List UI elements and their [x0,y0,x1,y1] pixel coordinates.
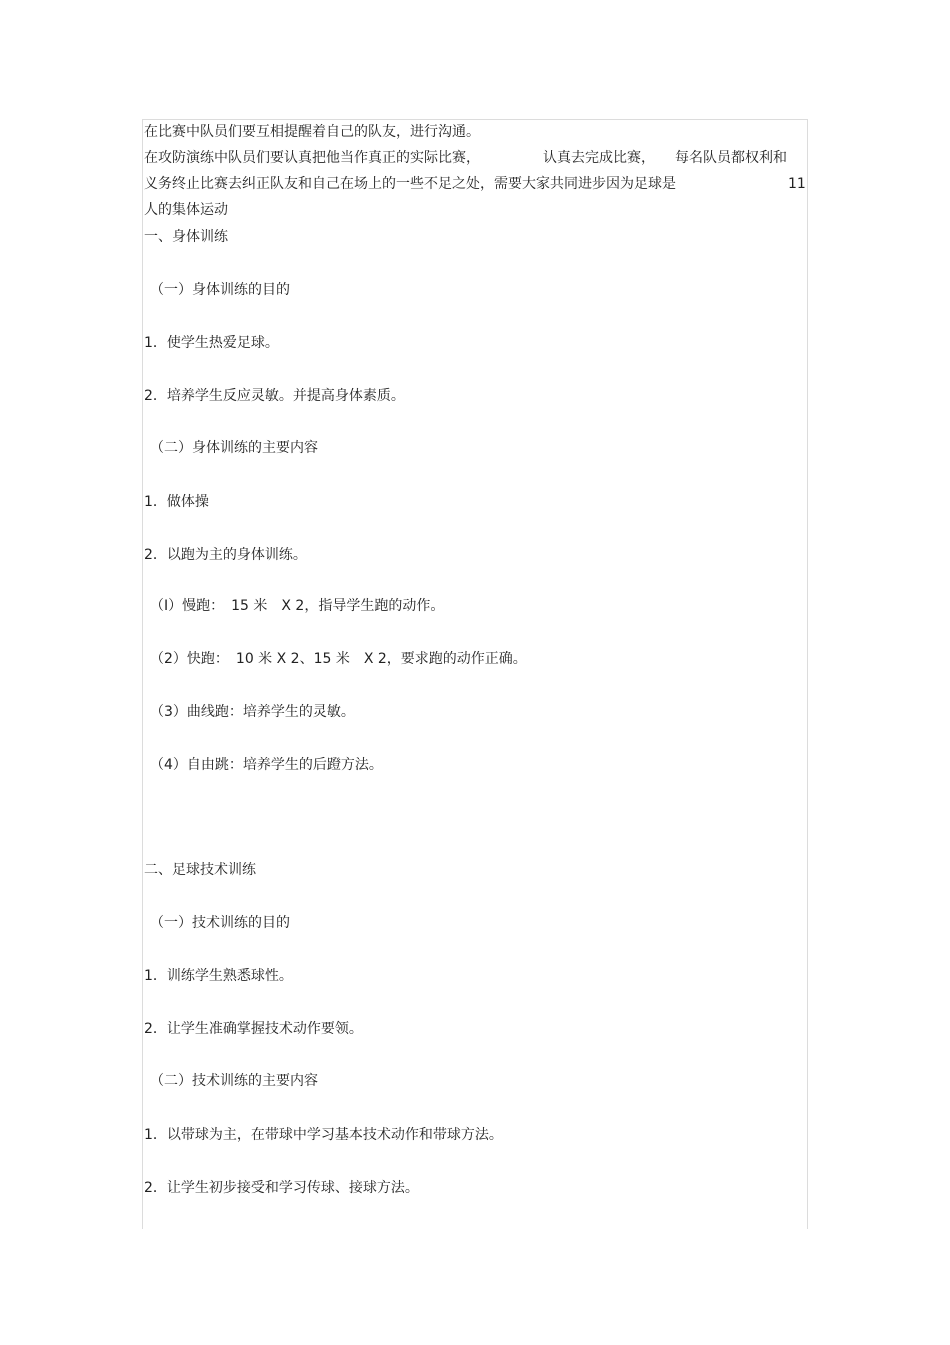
section2-sub2-item-2: 2．让学生初步接受和学习传球、接球方法。 [144,1180,419,1196]
section1-sub1-heading: （一）身体训练的目的 [150,282,290,298]
intro-line-3-part-b: 11 [788,176,806,192]
section1-heading: 一、身体训练 [144,229,228,245]
drill-fast-run: （2）快跑： 10 米 X 2、15 米 X 2，要求跑的动作正确。 [150,651,527,667]
drill-curve-run: （3）曲线跑：培养学生的灵敏。 [150,704,355,720]
intro-line-2-part-c: 每名队员都权利和 [675,150,787,166]
section1-sub2-heading: （二）身体训练的主要内容 [150,440,318,456]
intro-line-1: 在比赛中队员们要互相提醒着自己的队友，进行沟通。 [144,124,480,140]
intro-line-4: 人的集体运动 [144,202,228,218]
section2-sub1-item-1: 1．训练学生熟悉球性。 [144,968,293,984]
section1-sub2-item-1: 1．做体操 [144,494,209,510]
section2-sub1-item-2: 2．让学生准确掌握技术动作要领。 [144,1021,363,1037]
intro-line-2-part-b: 认真去完成比赛， [543,150,655,166]
intro-line-3-part-a: 义务终止比赛去纠正队友和自己在场上的一些不足之处，需要大家共同进步因为足球是 [144,176,676,192]
section2-sub1-heading: （一）技术训练的目的 [150,915,290,931]
drill-slow-run: （I）慢跑： 15 米 X 2，指导学生跑的动作。 [150,598,445,614]
intro-line-2-part-a: 在攻防演练中队员们要认真把他当作真正的实际比赛， [144,150,480,166]
section2-heading: 二、足球技术训练 [144,862,256,878]
section1-sub1-item-1: 1．使学生热爱足球。 [144,335,279,351]
section2-sub2-item-1: 1．以带球为主，在带球中学习基本技术动作和带球方法。 [144,1127,503,1143]
drill-free-jump: （4）自由跳：培养学生的后蹬方法。 [150,757,383,773]
section1-sub1-item-2: 2．培养学生反应灵敏。并提高身体素质。 [144,388,405,404]
section1-sub2-item-2: 2．以跑为主的身体训练。 [144,547,307,563]
section2-sub2-heading: （二）技术训练的主要内容 [150,1073,318,1089]
